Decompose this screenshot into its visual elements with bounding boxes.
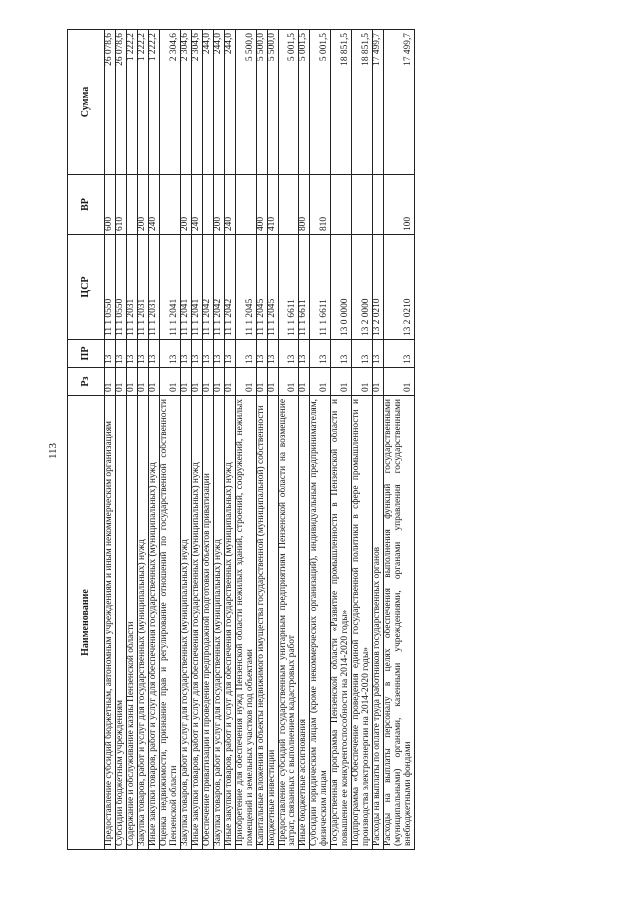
cell-sum: 5 001,5	[278, 30, 299, 175]
cell-name: Капитальные вложения в объекты недвижимого имущества государственной (муниципальной) собственности	[256, 396, 267, 850]
cell-pr: 13	[115, 340, 126, 368]
cell-rz: 01	[278, 368, 299, 396]
cell-csr: 13 2 0210	[384, 235, 415, 340]
cell-pr: 13	[148, 340, 159, 368]
cell-csr: 13 2 0210	[373, 235, 384, 340]
table-row	[126, 30, 137, 850]
cell-sum: 2 304,6	[180, 30, 191, 175]
cell-pr: 13	[105, 340, 116, 368]
cell-sum: 5 001,5	[310, 30, 331, 175]
cell-vr	[202, 175, 213, 235]
cell-pr: 13	[384, 340, 415, 368]
cell-vr	[126, 175, 137, 235]
cell-name: Подпрограмма «Обеспечение проведения единой государственной политики в сфере промышленности и производства электроэнергии на 2014-2020 годы»	[352, 396, 373, 850]
cell-rz: 01	[137, 368, 148, 396]
cell-vr: 200	[137, 175, 148, 235]
cell-name: Предоставление субсидий государственным унитарным предприятиям Пензенской области на возмещение затрат, связанных с выполнением кадастровых работ	[278, 396, 299, 850]
cell-vr: 600	[105, 175, 116, 235]
table-row	[224, 30, 235, 850]
cell-csr: 11 1 2045	[267, 235, 278, 340]
cell-name: Государственная программа Пензенской области «Развитие промышленности в Пензенской области и повышение ее конкурентоспособности на 2014-2020 годы»	[331, 396, 352, 850]
table-row	[310, 30, 331, 850]
header-vr: ВР	[68, 175, 105, 235]
cell-pr: 13	[180, 340, 191, 368]
cell-vr	[235, 175, 256, 235]
cell-name: Расходы на выплаты персоналу в целях обеспечения выполнения функций государственными (муниципальными) органами, казенными учреждениями, органами управления государственными внебюджетными фондами	[384, 396, 415, 850]
cell-vr	[352, 175, 373, 235]
cell-rz: 01	[352, 368, 373, 396]
cell-name: Иные закупки товаров, работ и услуг для обеспечения государственных (муниципальных) нужд	[191, 396, 202, 850]
cell-sum: 244,0	[202, 30, 213, 175]
cell-sum: 17 499,7	[373, 30, 384, 175]
cell-vr: 200	[213, 175, 224, 235]
cell-name: Иные закупки товаров, работ и услуг для обеспечения государственных (муниципальных) нужд	[224, 396, 235, 850]
cell-name: Оценка недвижимости, признание прав и регулирование отношений по государственной собственности Пензенской области	[159, 396, 180, 850]
cell-csr: 13 2 0000	[352, 235, 373, 340]
cell-csr: 11 1 2031	[137, 235, 148, 340]
table-row	[159, 30, 180, 850]
cell-pr: 13	[299, 340, 310, 368]
table-row	[148, 30, 159, 850]
cell-csr: 11 1 6611	[299, 235, 310, 340]
cell-vr: 800	[299, 175, 310, 235]
cell-vr	[331, 175, 352, 235]
cell-name: Содержание и обслуживание казны Пензенской области	[126, 396, 137, 850]
cell-sum: 2 304,6	[191, 30, 202, 175]
header-pr: ПР	[68, 340, 105, 368]
cell-csr: 11 1 2045	[235, 235, 256, 340]
table-row	[267, 30, 278, 850]
table-row	[331, 30, 352, 850]
cell-name: Субсидии юридическим лицам (кроме некоммерческих организаций), индивидуальным предпринимателям, физическим лицам	[310, 396, 331, 850]
cell-rz: 01	[115, 368, 126, 396]
cell-rz: 01	[331, 368, 352, 396]
cell-rz: 01	[299, 368, 310, 396]
cell-rz: 01	[180, 368, 191, 396]
cell-csr: 11 1 2041	[159, 235, 180, 340]
cell-sum: 5 500,0	[235, 30, 256, 175]
cell-sum: 26 078,6	[115, 30, 126, 175]
cell-pr: 13	[191, 340, 202, 368]
cell-csr: 11 1 2042	[224, 235, 235, 340]
cell-name: Закупка товаров, работ и услуг для государственных (муниципальных) нужд	[137, 396, 148, 850]
cell-vr: 200	[180, 175, 191, 235]
cell-name: Иные закупки товаров, работ и услуг для обеспечения государственных (муниципальных) нужд	[148, 396, 159, 850]
cell-csr: 13 0 0000	[331, 235, 352, 340]
cell-rz: 01	[384, 368, 415, 396]
table-row	[202, 30, 213, 850]
cell-rz: 01	[213, 368, 224, 396]
cell-vr	[159, 175, 180, 235]
cell-sum: 5 500,0	[256, 30, 267, 175]
cell-name: Иные бюджетные ассигнования	[299, 396, 310, 850]
cell-csr: 11 1 2031	[148, 235, 159, 340]
cell-sum: 26 078,6	[105, 30, 116, 175]
table-header-row	[68, 30, 105, 850]
cell-rz: 01	[126, 368, 137, 396]
table-row	[278, 30, 299, 850]
table-body	[105, 30, 415, 850]
cell-sum: 5 500,0	[267, 30, 278, 175]
cell-vr: 410	[267, 175, 278, 235]
cell-vr: 240	[191, 175, 202, 235]
table-row	[137, 30, 148, 850]
cell-name: Обеспечение приватизации и проведение предпродажной подготовки объектов приватизации	[202, 396, 213, 850]
cell-vr: 810	[310, 175, 331, 235]
cell-sum: 17 499,7	[384, 30, 415, 175]
cell-rz: 01	[310, 368, 331, 396]
cell-csr: 11 1 0550	[115, 235, 126, 340]
cell-rz: 01	[105, 368, 116, 396]
cell-vr: 100	[384, 175, 415, 235]
cell-name: Предоставление субсидий бюджетным, автономным учреждениям и иным некоммерческим организациям	[105, 396, 116, 850]
cell-rz: 01	[202, 368, 213, 396]
cell-rz: 01	[256, 368, 267, 396]
cell-rz: 01	[159, 368, 180, 396]
cell-name: Закупка товаров, работ и услуг для государственных (муниципальных) нужд	[180, 396, 191, 850]
cell-csr: 11 1 6611	[278, 235, 299, 340]
cell-vr: 240	[224, 175, 235, 235]
cell-pr: 13	[331, 340, 352, 368]
header-sum: Сумма	[68, 30, 105, 175]
cell-csr: 11 1 2042	[213, 235, 224, 340]
cell-sum: 1 222,2	[137, 30, 148, 175]
table-row	[256, 30, 267, 850]
cell-name: Расходы на выплаты по оплате труда работников государственных органов	[373, 396, 384, 850]
table-row	[213, 30, 224, 850]
cell-sum: 244,0	[224, 30, 235, 175]
cell-rz: 01	[191, 368, 202, 396]
cell-name: Приобретение для обеспечения нужд Пензенской области нежилых зданий, строений, сооружений, нежилых помещений и земельных участков под объектами	[235, 396, 256, 850]
cell-pr: 13	[256, 340, 267, 368]
cell-pr: 13	[213, 340, 224, 368]
header-rz: Рз	[68, 368, 105, 396]
cell-sum: 1 222,2	[148, 30, 159, 175]
cell-pr: 13	[278, 340, 299, 368]
cell-sum: 1 222,2	[126, 30, 137, 175]
cell-vr	[278, 175, 299, 235]
cell-pr: 13	[159, 340, 180, 368]
cell-csr: 11 1 0550	[105, 235, 116, 340]
cell-rz: 01	[267, 368, 278, 396]
cell-csr: 11 1 6611	[310, 235, 331, 340]
cell-vr: 400	[256, 175, 267, 235]
cell-vr: 240	[148, 175, 159, 235]
cell-pr: 13	[224, 340, 235, 368]
budget-table	[67, 29, 415, 850]
cell-rz: 01	[373, 368, 384, 396]
table-row	[384, 30, 415, 850]
cell-csr: 11 1 2045	[256, 235, 267, 340]
cell-sum: 18 851,5	[331, 30, 352, 175]
cell-pr: 13	[137, 340, 148, 368]
cell-csr: 11 1 2041	[191, 235, 202, 340]
cell-name: Субсидии бюджетным учреждениям	[115, 396, 126, 850]
cell-sum: 244,0	[213, 30, 224, 175]
cell-name: Закупка товаров, работ и услуг для государственных (муниципальных) нужд	[213, 396, 224, 850]
header-name: Наименование	[68, 396, 105, 850]
cell-rz: 01	[148, 368, 159, 396]
table-row	[235, 30, 256, 850]
cell-sum: 5 001,5	[299, 30, 310, 175]
cell-csr: 11 1 2041	[180, 235, 191, 340]
cell-pr: 13	[352, 340, 373, 368]
cell-vr	[373, 175, 384, 235]
cell-pr: 13	[373, 340, 384, 368]
table-row	[115, 30, 126, 850]
cell-pr: 13	[235, 340, 256, 368]
table-row	[352, 30, 373, 850]
cell-sum: 2 304,6	[159, 30, 180, 175]
cell-pr: 13	[310, 340, 331, 368]
table-row	[105, 30, 116, 850]
rotated-table-container	[67, 30, 581, 850]
cell-sum: 18 851,5	[352, 30, 373, 175]
cell-name: Бюджетные инвестиции	[267, 396, 278, 850]
cell-pr: 13	[267, 340, 278, 368]
cell-rz: 01	[224, 368, 235, 396]
cell-pr: 13	[126, 340, 137, 368]
cell-csr: 11 1 2042	[202, 235, 213, 340]
page-number: 113	[47, 442, 59, 460]
table-row	[191, 30, 202, 850]
cell-csr: 11 1 2031	[126, 235, 137, 340]
table-row	[180, 30, 191, 850]
cell-rz: 01	[235, 368, 256, 396]
cell-pr: 13	[202, 340, 213, 368]
cell-vr: 610	[115, 175, 126, 235]
header-csr: ЦСР	[68, 235, 105, 340]
